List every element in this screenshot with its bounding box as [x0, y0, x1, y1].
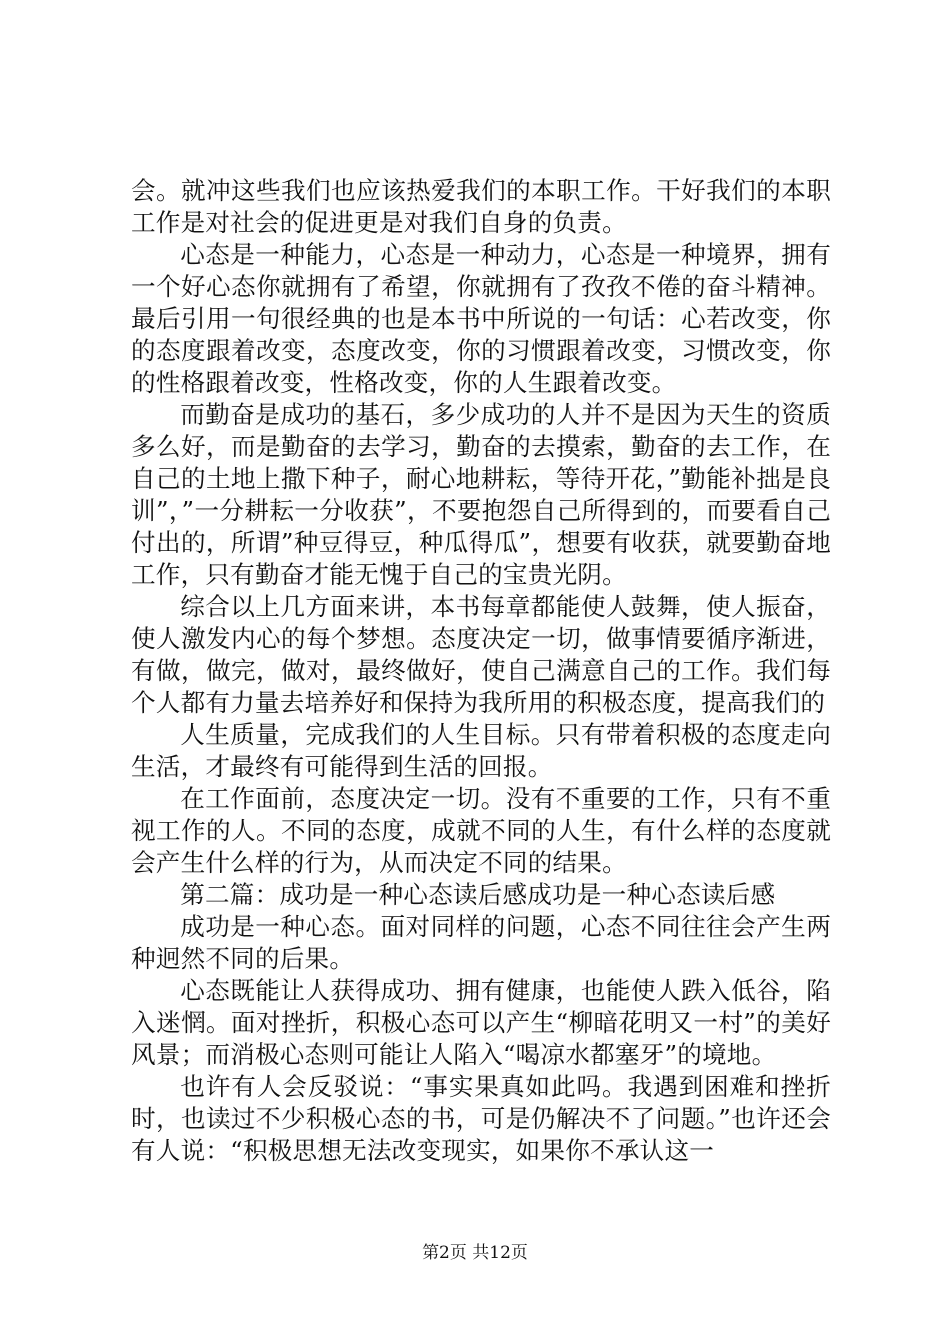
paragraph: 心态是一种能力，心态是一种动力，心态是一种境界，拥有一个好心态你就拥有了希望，你就拥有了孜孜不倦的奋斗精神。最后引用一句很经典的也是本书中所说的一句话：心若改变，你的态度跟着改变，态度改变，你的习惯跟着改变，习惯改变，你的性格跟着改变，性格改变，你的人生跟着改变。	[131, 240, 831, 397]
document-body	[131, 175, 831, 1167]
paragraph: 也许有人会反驳说：“事实果真如此吗。我遇到困难和挫折时，也读过不少积极心态的书，可是仍解决不了问题。”也许还会有人说：“积极思想无法改变现实，如果你不承认这一	[131, 1072, 831, 1165]
paragraph: 心态既能让人获得成功、拥有健康，也能使人跌入低谷，陷入迷惘。面对挫折，积极心态可以产生“柳暗花明又一村”的美好风景；而消极心态则可能让人陷入“喝凉水都塞牙”的境地。	[131, 976, 831, 1069]
paragraph: 会。就冲这些我们也应该热爱我们的本职工作。干好我们的本职工作是对社会的促进更是对我们自身的负责。	[131, 176, 831, 237]
paragraph: 而勤奋是成功的基石，多少成功的人并不是因为天生的资质多么好，而是勤奋的去学习，勤奋的去摸索，勤奋的去工作，在自己的土地上撒下种子，耐心地耕耘，等待开花，”勤能补拙是良训”，”一分耕耘一分收获”，不要抱怨自己所得到的，而要看自己付出的，所谓”种豆得豆，种瓜得瓜”，想要有收获，就要勤奋地工作，只有勤奋才能无愧于自己的宝贵光阴。	[131, 400, 831, 589]
section-heading: 第二篇：成功是一种心态读后感成功是一种心态读后感	[180, 880, 776, 909]
paragraph: 在工作面前，态度决定一切。没有不重要的工作，只有不重视工作的人。不同的态度，成就不同的人生，有什么样的态度就会产生什么样的行为，从而决定不同的结果。	[131, 784, 831, 877]
paragraph: 综合以上几方面来讲，本书每章都能使人鼓舞，使人振奋，使人激发内心的每个梦想。态度决定一切，做事情要循序渐进，有做，做完，做对，最终做好，使自己满意自己的工作。我们每个人都有力量去培养好和保持为我所用的积极态度，提高我们的	[131, 592, 831, 717]
paragraph: 成功是一种心态。面对同样的问题，心态不同往往会产生两种迥然不同的后果。	[131, 912, 831, 973]
paragraph: 人生质量，完成我们的人生目标。只有带着积极的态度走向生活，才最终有可能得到生活的回报。	[131, 720, 831, 781]
page-number-footer: 第2页 共12页	[422, 1243, 528, 1263]
